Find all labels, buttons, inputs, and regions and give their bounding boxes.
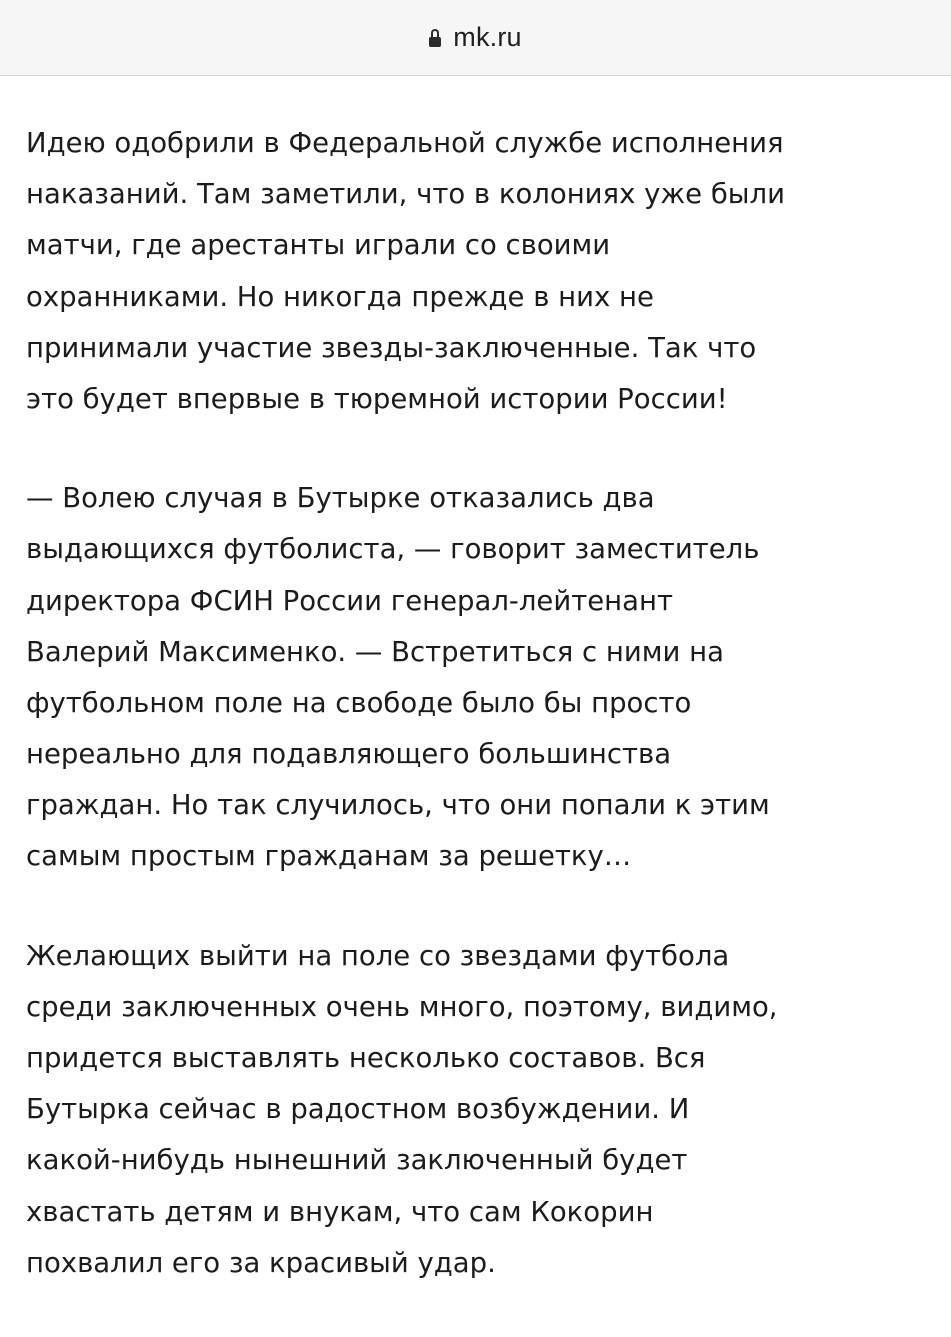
text-line: нереально для подавляющего большинства	[26, 738, 672, 771]
text-line: Бутырка сейчас в радостном возбуждении. И	[26, 1093, 690, 1126]
text-line: Валерий Максименко. — Встретиться с ними на	[26, 635, 724, 668]
text-line: придется выставлять несколько составов. Вся	[26, 1042, 706, 1074]
text-line: наказаний. Там заметили, что в колониях уже были	[26, 178, 785, 211]
article-paragraph	[26, 931, 926, 1289]
text-line: какой-нибудь нынешний заключенный будет	[26, 1144, 688, 1177]
address-bar[interactable]	[0, 0, 951, 76]
article-paragraph	[26, 473, 926, 883]
article-paragraph	[26, 118, 926, 425]
url-text: mk.ru	[453, 22, 522, 52]
text-line: граждан. Но так случилось, что они попали к этим	[26, 789, 770, 822]
text-line: это будет впервые в тюремной истории России!	[26, 382, 728, 415]
text-line: матчи, где арестанты играли со своими	[26, 229, 611, 262]
text-line: Идею одобрили в Федеральной службе исполнения	[26, 127, 784, 159]
text-line: среди заключенных очень много, поэтому, видимо,	[26, 990, 778, 1023]
text-line: Желающих выйти на поле со звездами футбола	[26, 939, 730, 972]
text-line: похвалил его за красивый удар.	[26, 1246, 496, 1279]
text-line: принимали участие звезды-заключенные. Так что	[26, 331, 757, 364]
text-line: самым простым гражданам за решетку…	[26, 840, 632, 873]
lock-icon	[429, 29, 441, 47]
text-line: — Волею случая в Бутырке отказались два	[26, 482, 655, 515]
text-line: директора ФСИН России генерал-лейтенант	[26, 584, 673, 617]
text-line: футбольном поле на свободе было бы просто	[26, 686, 692, 719]
url-display[interactable]	[429, 18, 522, 58]
text-line: охранниками. Но никогда прежде в них не	[26, 280, 654, 313]
text-line: выдающихся футболиста, — говорит заместитель	[26, 533, 760, 566]
article-body	[26, 118, 926, 1337]
text-line: хвастать детям и внукам, что сам Кокорин	[26, 1195, 654, 1228]
